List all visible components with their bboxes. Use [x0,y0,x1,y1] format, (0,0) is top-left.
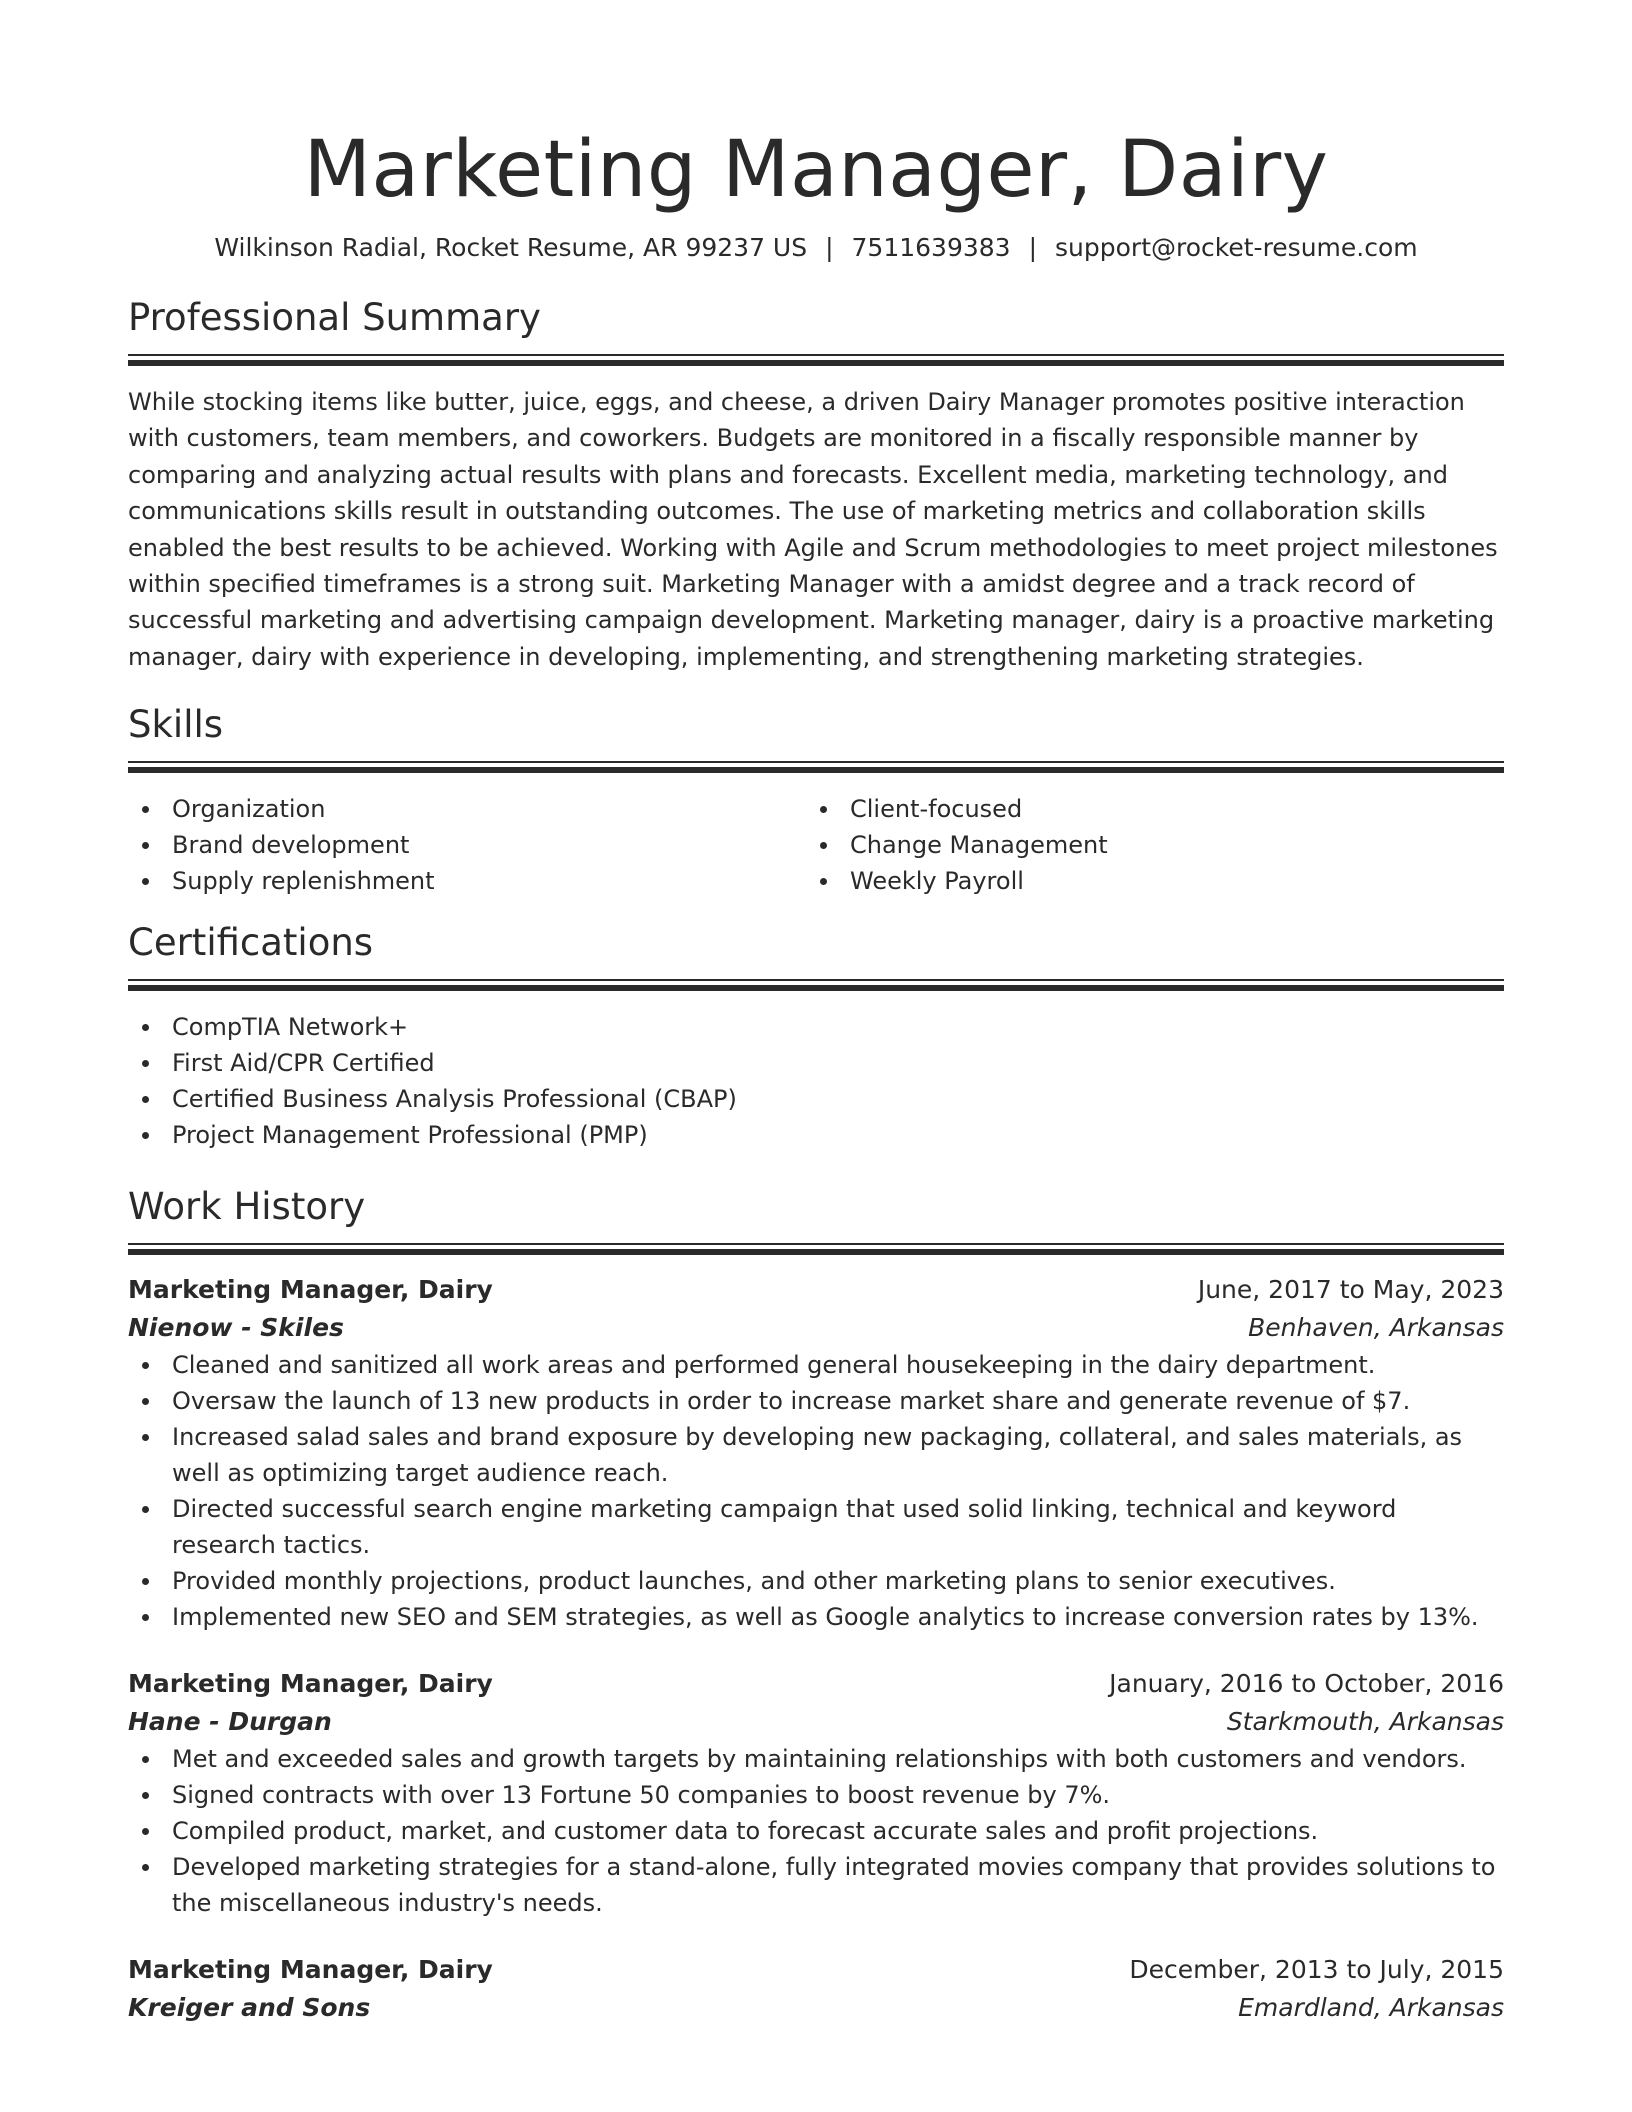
skill-item: Organization [128,791,806,827]
job-subheader-row [128,1703,1504,1741]
certification-item: CompTIA Network+ [128,1009,1504,1045]
job-company: Kreiger and Sons [128,1993,371,2023]
contact-phone: 7511639383 [851,233,1011,262]
contact-address: Wilkinson Radial, Rocket Resume, AR 99237 US [214,233,808,262]
skills-grid [128,791,1504,899]
section-divider [128,979,1504,989]
certifications-heading: Certifications [128,921,374,965]
skill-item: Client-focused [806,791,1484,827]
section-divider [128,354,1504,364]
work-history-heading: Work History [128,1185,366,1229]
job-location: Emardland, Arkansas [1238,1993,1504,2023]
skills-list-left [128,791,806,899]
job-company: Hane - Durgan [128,1707,332,1737]
skills-section [128,701,1504,899]
section-divider [128,761,1504,771]
job-subheader-row [128,1309,1504,1347]
job-subheader-row [128,1989,1504,2027]
contact-email: support@rocket-resume.com [1055,233,1418,262]
certification-item: Certified Business Analysis Professional (CBAP) [128,1081,1504,1117]
job-bullet: Oversaw the launch of 13 new products in order to increase market share and generate revenue of $7. [128,1383,1504,1419]
summary-heading: Professional Summary [128,296,541,339]
job-title: Marketing Manager, Dairy [128,1669,493,1699]
job-bullet: Directed successful search engine marketing campaign that used solid linking, technical and keyword research tactics. [128,1491,1504,1563]
certifications-section [128,919,1504,1153]
job-title: Marketing Manager, Dairy [128,1955,493,1985]
contact-separator: | [1028,233,1038,262]
job-entry [128,1951,1504,2027]
job-bullet: Signed contracts with over 13 Fortune 50 companies to boost revenue by 7%. [128,1777,1504,1813]
skills-list-right [806,791,1484,899]
job-dates: June, 2017 to May, 2023 [1197,1275,1504,1305]
resume-page [128,0,1504,2027]
skill-item: Supply replenishment [128,863,806,899]
job-bullet: Increased salad sales and brand exposure by developing new packaging, collateral, and sales materials, as well as optimizing target audience reach. [128,1419,1504,1491]
job-bullet: Developed marketing strategies for a stand-alone, fully integrated movies company that provides solutions to the miscellaneous industry's needs. [128,1849,1504,1921]
job-dates: December, 2013 to July, 2015 [1129,1955,1504,1985]
skills-heading: Skills [128,703,224,747]
job-entry [128,1271,1504,1635]
job-location: Starkmouth, Arkansas [1226,1707,1504,1737]
summary-section [128,294,1504,675]
job-bullets [128,1741,1504,1921]
job-title: Marketing Manager, Dairy [128,1275,493,1305]
skill-item: Change Management [806,827,1484,863]
job-bullet: Met and exceeded sales and growth targets by maintaining relationships with both customers and vendors. [128,1741,1504,1777]
job-bullet: Cleaned and sanitized all work areas and performed general housekeeping in the dairy department. [128,1347,1504,1383]
job-header-row [128,1271,1504,1309]
section-divider [128,1243,1504,1253]
job-location: Benhaven, Arkansas [1248,1313,1504,1343]
certification-item: First Aid/CPR Certified [128,1045,1504,1081]
contact-line [128,230,1504,266]
resume-name: Marketing Manager, Dairy [303,125,1329,215]
contact-separator: | [825,233,834,262]
job-bullet: Provided monthly projections, product launches, and other marketing plans to senior executives. [128,1563,1504,1599]
job-entry [128,1665,1504,1921]
job-bullet: Implemented new SEO and SEM strategies, as well as Google analytics to increase conversion rates by 13%. [128,1599,1504,1635]
certification-item: Project Management Professional (PMP) [128,1117,1504,1153]
summary-text: While stocking items like butter, juice, eggs, and cheese, a driven Dairy Manager promotes positive interaction with customers, team members, and coworkers. Budgets are monitored in a fiscally responsible manner by comparing and analyzing actual results with plans and forecasts. Excellent media, marketing technology, and communications skills result in outstanding outcomes. The use of marketing metrics and collaboration skills enabled the best results to be achieved. Working with Agile and Scrum methodologies to meet project milestones within specified timeframes is a strong suit. Marketing Manager with a amidst degree and a track record of successful marketing and advertising campaign development. Marketing manager, dairy is a proactive marketing manager, dairy with experience in developing, implementing, and strengthening marketing strategies. [128,388,1498,671]
job-header-row [128,1665,1504,1703]
job-bullets [128,1347,1504,1635]
job-company: Nienow - Skiles [128,1313,344,1343]
certifications-list [128,1009,1504,1153]
job-bullet: Compiled product, market, and customer data to forecast accurate sales and profit projections. [128,1813,1504,1849]
skill-item: Weekly Payroll [806,863,1484,899]
job-dates: January, 2016 to October, 2016 [1109,1669,1504,1699]
work-history-section [128,1183,1504,2027]
skill-item: Brand development [128,827,806,863]
job-header-row [128,1951,1504,1989]
